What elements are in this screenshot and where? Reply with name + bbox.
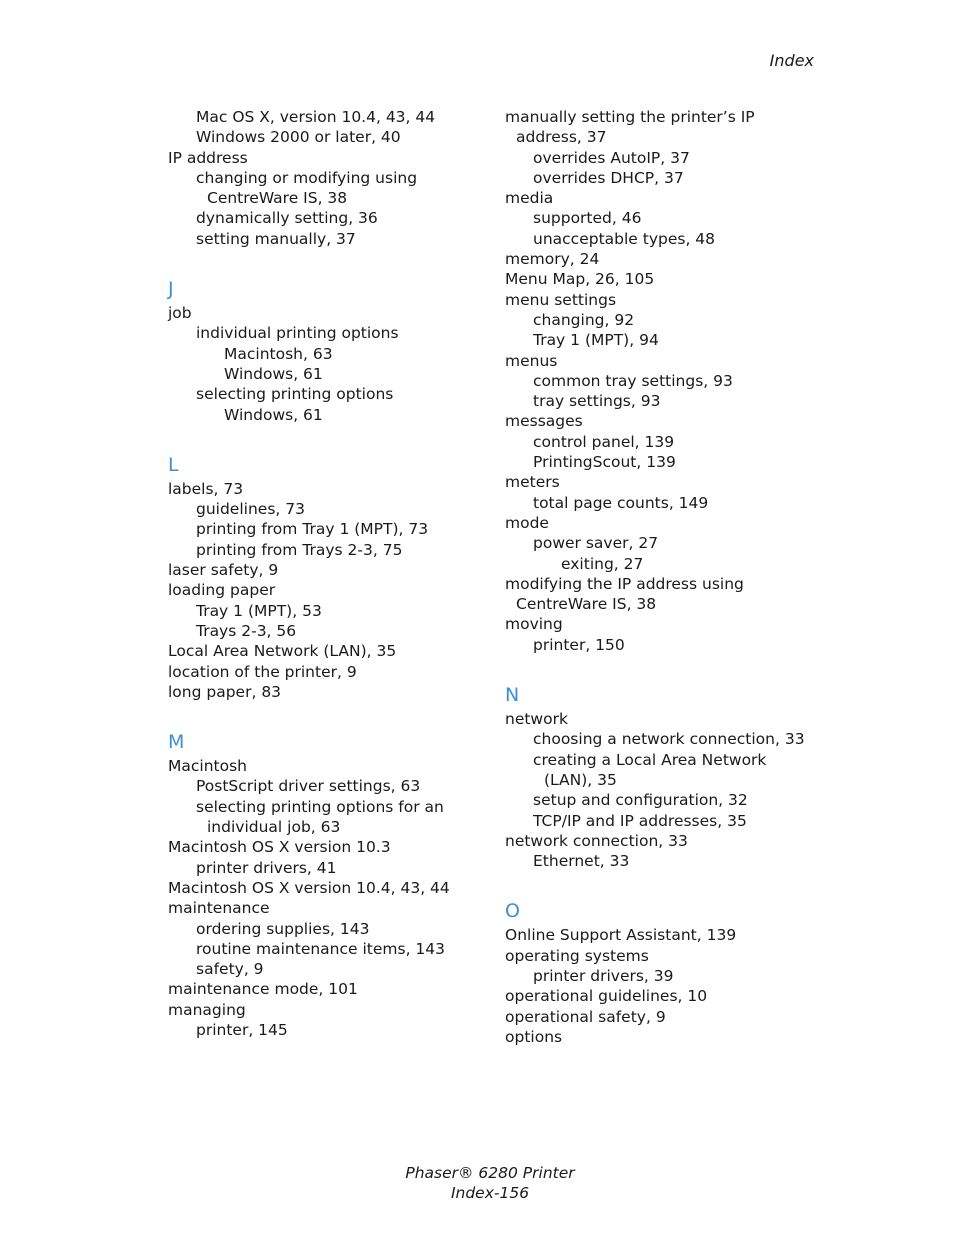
- index-entry: printing from Tray 1 (MPT), 73: [196, 520, 429, 539]
- index-entry: managing: [168, 1000, 246, 1019]
- index-entry: mode: [505, 513, 549, 532]
- index-entry: dynamically setting, 36: [196, 209, 378, 228]
- running-header: Index: [769, 51, 814, 70]
- page-footer: [0, 1163, 954, 1204]
- index-entry: memory, 24: [505, 250, 600, 269]
- index-entry: Local Area Network (LAN), 35: [168, 642, 397, 661]
- index-entry: control panel, 139: [533, 432, 675, 451]
- entry-group: [168, 107, 468, 249]
- index-entry: Tray 1 (MPT), 94: [533, 331, 659, 350]
- index-entry: printer drivers, 41: [196, 858, 337, 877]
- index-entry: Mac OS X, version 10.4, 43, 44: [196, 108, 436, 126]
- index-entry: individual job, 63: [207, 818, 341, 837]
- index-entry: messages: [505, 412, 583, 431]
- index-entry: ordering supplies, 143: [196, 919, 370, 938]
- index-entry: operating systems: [505, 946, 649, 965]
- index-entry: location of the printer, 9: [168, 662, 357, 681]
- index-entry: CentreWare IS, 38: [207, 189, 348, 208]
- index-entry: choosing a network connection, 33: [533, 730, 805, 749]
- index-entry: printer drivers, 39: [533, 966, 674, 985]
- index-entry: loading paper: [168, 581, 276, 600]
- index-entry: media: [505, 189, 554, 208]
- index-entry: printer, 145: [196, 1020, 288, 1039]
- entry-group-n: [505, 709, 845, 871]
- index-entry: selecting printing options for an: [196, 797, 444, 816]
- index-entry: setting manually, 37: [196, 229, 356, 248]
- index-entry: menu settings: [505, 290, 617, 309]
- entry-group-j: [168, 303, 468, 425]
- index-entry: network connection, 33: [505, 831, 688, 850]
- index-entry: Trays 2-3, 56: [196, 621, 297, 640]
- letter-heading-o: O: [505, 900, 520, 923]
- index-entry: unacceptable types, 48: [533, 229, 716, 248]
- index-entry: Tray 1 (MPT), 53: [196, 601, 322, 620]
- letter-heading-n: N: [505, 684, 520, 707]
- index-entry: TCP/IP and IP addresses, 35: [533, 811, 747, 830]
- index-entry: address, 37: [516, 128, 607, 147]
- footer-product: Phaser® 6280 Printer: [405, 1164, 575, 1182]
- index-entry: Macintosh OS X version 10.3: [168, 838, 391, 857]
- letter-heading-m: M: [168, 731, 185, 754]
- index-column-left: [168, 107, 468, 1040]
- index-entry: menus: [505, 351, 558, 370]
- entry-group-l: [168, 479, 468, 702]
- index-entry: job: [168, 304, 192, 323]
- index-entry: Ethernet, 33: [533, 852, 630, 871]
- index-entry: options: [505, 1027, 563, 1046]
- index-entry: guidelines, 73: [196, 500, 305, 519]
- index-entry: overrides DHCP, 37: [533, 168, 684, 187]
- index-entry: supported, 46: [533, 209, 642, 228]
- index-entry: Windows 2000 or later, 40: [196, 128, 401, 147]
- index-entry: Macintosh OS X version 10.4, 43, 44: [168, 878, 450, 897]
- index-entry: IP address: [168, 148, 248, 167]
- index-entry: Online Support Assistant, 139: [505, 926, 737, 945]
- index-entry: printing from Trays 2-3, 75: [196, 540, 403, 559]
- index-entry: exiting, 27: [561, 554, 644, 573]
- index-entry: printer, 150: [533, 635, 625, 654]
- index-entry: manually setting the printer’s IP: [505, 108, 755, 126]
- index-entry: laser safety, 9: [168, 561, 279, 580]
- index-entry: modifying the IP address using: [505, 574, 744, 593]
- letter-heading-l: L: [168, 453, 179, 476]
- index-entry: labels, 73: [168, 479, 244, 498]
- index-entry: (LAN), 35: [544, 770, 617, 789]
- index-entry: moving: [505, 615, 563, 634]
- index-entry: power saver, 27: [533, 534, 659, 553]
- index-entry: PostScript driver settings, 63: [196, 777, 421, 796]
- index-entry: tray settings, 93: [533, 392, 661, 411]
- letter-heading-j: J: [168, 278, 174, 301]
- index-entry: network: [505, 710, 568, 729]
- index-entry: operational safety, 9: [505, 1007, 666, 1026]
- index-entry: meters: [505, 473, 560, 492]
- index-column-right: [505, 107, 845, 1047]
- index-entry: Windows, 61: [224, 405, 323, 424]
- index-entry: maintenance: [168, 899, 270, 918]
- index-entry: changing, 92: [533, 310, 635, 329]
- index-entry: selecting printing options: [196, 385, 394, 404]
- index-entry: common tray settings, 93: [533, 371, 733, 390]
- index-entry: safety, 9: [196, 960, 264, 979]
- index-entry: total page counts, 149: [533, 493, 709, 512]
- index-entry: PrintingScout, 139: [533, 453, 676, 472]
- index-entry: routine maintenance items, 143: [196, 939, 446, 958]
- entry-group: [505, 107, 845, 655]
- footer-page-number: Index-156: [450, 1184, 530, 1203]
- index-entry: maintenance mode, 101: [168, 980, 358, 999]
- index-entry: operational guidelines, 10: [505, 987, 708, 1006]
- index-entry: Macintosh, 63: [224, 344, 333, 363]
- entry-group-m: [168, 756, 468, 1040]
- index-entry: individual printing options: [196, 324, 399, 343]
- index-entry: Windows, 61: [224, 364, 323, 383]
- index-entry: long paper, 83: [168, 682, 282, 701]
- index-entry: overrides AutoIP, 37: [533, 148, 690, 167]
- index-entry: setup and configuration, 32: [533, 791, 748, 810]
- index-entry: changing or modifying using: [196, 168, 418, 187]
- index-entry: CentreWare IS, 38: [516, 595, 657, 614]
- index-entry: Menu Map, 26, 105: [505, 270, 655, 289]
- index-entry: Macintosh: [168, 757, 247, 776]
- index-entry: creating a Local Area Network: [533, 750, 767, 769]
- entry-group-o: [505, 925, 845, 1047]
